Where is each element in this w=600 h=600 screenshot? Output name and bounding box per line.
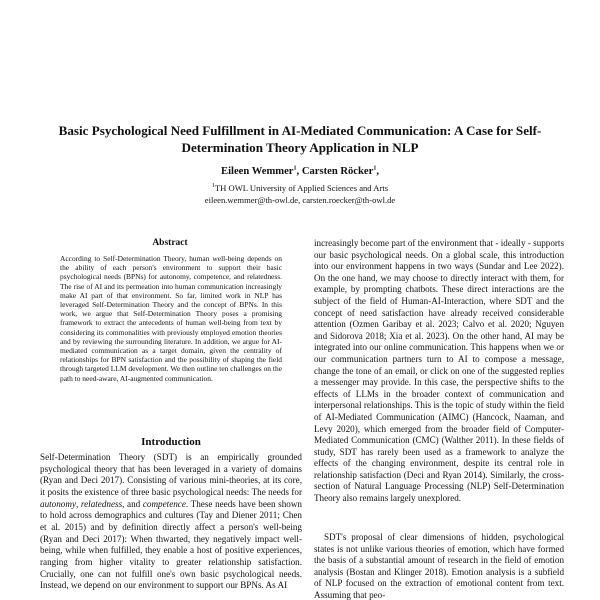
abstract-text: According to Self-Determination Theory, human well-being depends on the ability of each person's environment to support their basic psychological needs (BPNs) for autonomy, competence, and relatedness. The rise of AI and its permeation into human communication increasingly make AI part of that environment. So far, limited work in NLP has leveraged Self-Determination Theory and the concept of BPNs. In this work, we argue that Self-Determination Theory poses a promising framework to extract the antecedents of human well-being from text by considering its commonalities with previously employed emotion theories and by reviewing the surrounding literature. In addition, we argue for AI-mediated communication as a target domain, given the centrality of relationships for BPN satisfaction and the possibility of shaping the field through targeted LLM development. We then outline ten challenges on the path to need-aware, AI-augmented communication. xyxy=(60,254,282,383)
need-relatedness: relatedness xyxy=(80,498,123,509)
introduction-paragraph-1 xyxy=(40,452,302,600)
right-column-paragraph-2: SDT's proposal of clear dimensions of hidden, psychological states is not unlike various theories of emotion, which have formed the basis of a substantial amount of research in the field of emotion analysis (Bostan and Klinger 2018). Emotion analysis is a subfield of NLP focused on the extraction of emotional content from text. Assuming that peo- xyxy=(314,532,564,600)
affiliation-mark: 1 xyxy=(373,165,377,172)
abstract-heading: Abstract xyxy=(152,238,188,248)
intro-text: . These needs have been shown to hold across demographics and cultures (Tay and Diener 2011; Chen et al. 2015) and by definition directly affect a person's well-being (Ryan and Deci 2017): When thwarted, they negatively impact well-being, while when fulfilled, they enable a host of positive experiences, ranging from higher vitality to greater relationship satisfaction. Crucially, one can not fulfill one's own basic psychological needs. Instead, we depend on our environment to support our BPNs. As AI xyxy=(40,498,302,591)
intro-text: Self-Determination Theory (SDT) is an empirically grounded psychological theory that has been leveraged in a variety of domains (Ryan and Deci 2017). Consisting of various mini-theories, at its core, it posits the existence of three basic psychological needs: The needs for xyxy=(40,452,302,497)
author-2: Carsten Röcker xyxy=(301,166,374,177)
introduction-heading: Introduction xyxy=(141,436,201,448)
author-1: Eileen Wemmer xyxy=(221,166,294,177)
authors-line: Eileen Wemmer$^1$, Carsten Röcker$^1$, xyxy=(221,165,379,177)
author-emails: eileen.wemmer@th-owl.de, carsten.roecker@th-owl.de xyxy=(204,195,396,205)
intro-text: , xyxy=(76,498,81,509)
paper-title: Basic Psychological Need Fulfillment in AI-Mediated Communication: A Case for Self-Determination Theory Application in NLP xyxy=(58,123,542,155)
affiliation-mark: 1 xyxy=(293,165,297,172)
need-competence: competence xyxy=(142,498,186,509)
need-autonomy: autonomy xyxy=(40,498,76,509)
affiliation-text: TH OWL University of Applied Sciences and Arts xyxy=(214,183,389,193)
right-column-paragraph-1: increasingly become part of the environment that - ideally - supports our basic psychological needs. On a global scale, this introduction into our environment happens in two ways (Sundar and Lee 2022). On the one hand, we may choose to directly interact with them, for example, by prompting chatbots. These direct interactions are the subject of the field of Human-AI-Interaction, where SDT and the concept of need satisfaction have already received considerable attention (Ozmen Garibay et al. 2023; Calvo et al. 2020; Nguyen and Sidorova 2018; Xia et al. 2023). On the other hand, AI may be integrated into our online communication. This happens when we or our communication partners turn to AI to compose a message, change the tone of an email, or click on one of the suggested replies a messenger may provide. In this case, the perspective shifts to the effects of LLMs in the broader context of communication and interpersonal relationships. This is the topic of study within the field of AI-Mediated Communication (AIMC) (Hancock, Naaman, and Levy 2020), which emerged from the broader field of Computer-Mediated Communication (CMC) (Walther 2011). In these fields of study, SDT has rarely been used as a framework to analyze the effects of the changing environment, despite its central role in relationship satisfaction (Deci and Ryan 2014). Similarly, the cross-section of Natural Language Processing (NLP) Self-Determination Theory also remains largely unexplored. xyxy=(314,238,564,504)
intro-text: , and xyxy=(122,498,143,509)
affiliation-mark: 1 xyxy=(211,183,215,190)
affiliation xyxy=(40,183,560,194)
